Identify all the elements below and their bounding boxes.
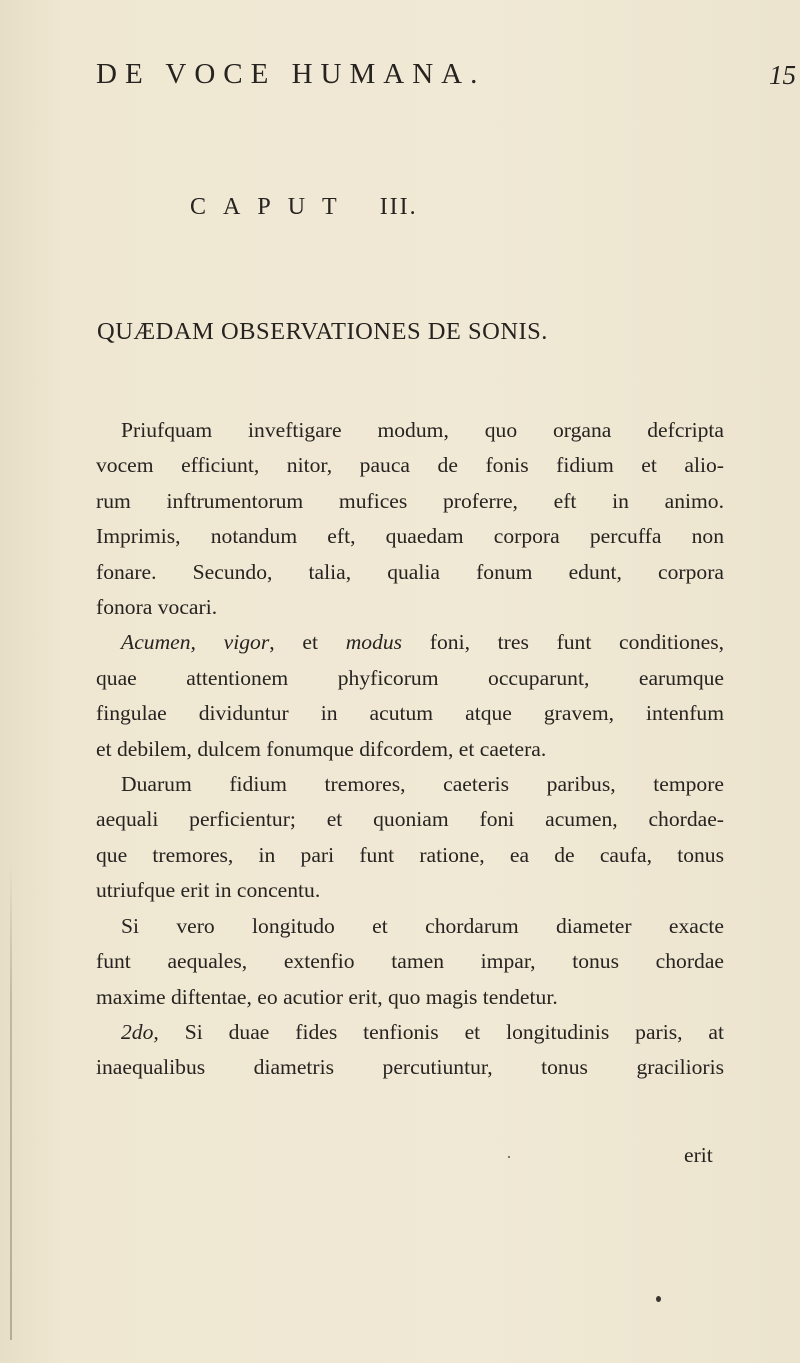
catchword: erit [684,1143,713,1167]
italic-term: modus [345,630,403,655]
page-number: 15 [769,60,796,90]
text-line: quae attentionem phyficorum occuparunt, earumque [96,665,724,690]
text-line [96,1015,724,1050]
text-line: utriufque erit in concentu. [96,878,321,903]
running-head-title: DE VOCE HUMANA. [96,58,486,90]
text-line: fonora vocari. [96,595,218,620]
text-line: aequali perficientur; et quoniam foni acumen, chordae- [96,807,724,832]
text-line: vocem efficiunt, nitor, pauca de fonis fidium et alio- [96,453,724,478]
italic-term: Acumen, [121,630,196,655]
text-line: Imprimis, notandum eft, quaedam corpora percuffa non [96,524,724,549]
ink-dot [656,1296,661,1302]
text-word: Si duae fides tenfionis et longitudinis paris, at [184,1019,725,1044]
text-line: rum inftrumentorum mufices proferre, eft in animo. [96,488,724,513]
ink-speck [508,1156,510,1158]
text-word: foni, tres funt conditiones, [429,630,725,655]
text-line: Duarum fidium tremores, caeteris paribus, tempore [121,772,724,797]
text-line: inaequalibus diametris percutiuntur, tonus gracilioris [96,1055,724,1080]
gutter-shadow [10,860,12,1340]
chapter-heading [190,194,418,221]
body-text [96,413,724,1086]
text-line: Acumen, vigor, et modus foni, tres funt conditiones, [121,630,725,655]
chapter-label: CAPUT [190,194,354,220]
italic-term: vigor [223,630,270,655]
text-line: maxime diftentae, eo acutior erit, quo magis tendetur. [96,984,558,1009]
text-line: et debilem, dulcem fonumque difcordem, et caetera. [96,736,547,761]
text-line: que tremores, in pari funt ratione, ea de caufa, tonus [96,842,724,867]
text-line: Si vero longitudo et chordarum diameter exacte [121,913,724,938]
chapter-number: III. [379,194,418,220]
text-line: funt aequales, extenfio tamen impar, tonus chordae [96,949,724,974]
text-line: Priufquam inveftigare modum, quo organa defcripta [121,418,724,442]
text-line: fingulae dividuntur in acutum atque gravem, intenfum [96,701,724,726]
text-word: et [302,630,318,655]
text-line: fonare. Secundo, talia, qualia fonum edunt, corpora [96,559,724,584]
italic-term: 2do, [121,1019,159,1044]
running-head [96,58,796,91]
section-title: QUÆDAM OBSERVATIONES DE SONIS. [97,318,548,345]
